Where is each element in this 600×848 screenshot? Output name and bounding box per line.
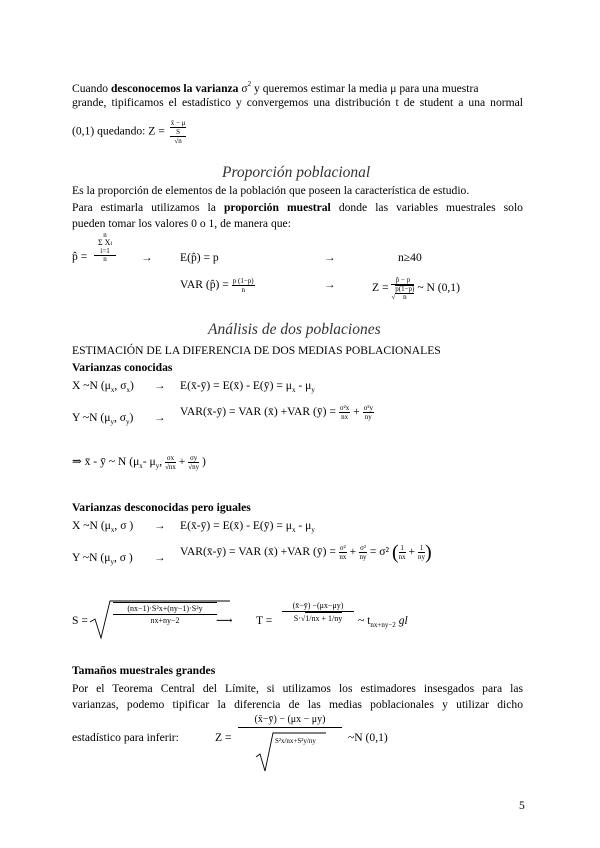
- t: ): [129, 379, 134, 392]
- den: ny: [364, 413, 372, 421]
- iguales-title: Varianzas desconocidas pero iguales: [72, 501, 251, 514]
- num: 1: [419, 544, 424, 552]
- proporcion-line-2: [72, 200, 523, 216]
- paren-open: (: [391, 541, 399, 564]
- t-lhs: T =: [256, 614, 273, 627]
- z-proportion: [372, 276, 460, 301]
- z-dist: ~ N (0,1): [417, 281, 460, 295]
- grandes-title: Tamaños muestrales grandes: [72, 664, 216, 677]
- var-num: p (1−p): [232, 277, 254, 285]
- sub: y: [126, 418, 130, 426]
- imp-frac-1: [165, 454, 176, 471]
- eq-sigma: = σ²: [369, 545, 390, 559]
- num: σ²x: [339, 404, 350, 412]
- t: - μ: [295, 519, 312, 532]
- sub: x: [292, 386, 296, 394]
- frac-num: x̄ − μ: [170, 119, 186, 127]
- grandes-sqrt-sign: [256, 729, 276, 773]
- sub: x: [139, 462, 143, 471]
- frac-2: [359, 544, 367, 561]
- arrow-3: →: [324, 278, 336, 291]
- den: √nx: [165, 463, 176, 471]
- conocidas-e: [180, 378, 315, 398]
- conocidas-title: Varianzas conocidas: [72, 361, 173, 374]
- z-den-root: [395, 285, 414, 301]
- t-dist: [358, 613, 408, 633]
- s-num: (nx−1)·S²x+(ny−1)·S²y: [113, 603, 217, 615]
- t-den-root: 1/nx + 1/ny: [305, 614, 343, 623]
- grandes-z-dist: ~N (0,1): [348, 731, 388, 744]
- intro-text: y queremos estimar la media μ para una muestra: [251, 82, 479, 95]
- z-den-num: p(1−p): [395, 285, 415, 293]
- sub: x: [110, 526, 115, 534]
- iguales-x: [72, 518, 133, 538]
- sub: y: [110, 418, 114, 426]
- var-fraction: [232, 277, 255, 294]
- arrow-2: →: [324, 251, 336, 264]
- t: , σ: [113, 411, 127, 424]
- frac-den-s: S: [170, 128, 187, 137]
- grandes-line-1: [72, 681, 523, 697]
- frac-3: [399, 544, 406, 561]
- sub: x: [292, 526, 296, 534]
- t: X ~N (μ: [72, 379, 111, 392]
- sum-den: n: [103, 255, 107, 263]
- sub: y: [311, 526, 315, 534]
- dos-poblaciones-subheading: ESTIMACIÓN DE LA DIFERENCIA DE DOS MEDIAS POBLACIONALES: [72, 344, 441, 357]
- s-sqrt-sign: [90, 600, 112, 640]
- z-fraction: [170, 119, 187, 145]
- conocidas-y: [72, 410, 133, 430]
- text: donde las variables muestrales solo: [330, 201, 523, 214]
- text: varianzas, podemo tipificar la diferencia de las medias poblacionales y utilizar dicho: [72, 698, 523, 711]
- t: ): [202, 455, 206, 469]
- z-den-n: n: [403, 293, 407, 301]
- iguales-y: [72, 550, 133, 570]
- sub: y: [110, 558, 114, 566]
- sigma: σ: [238, 82, 248, 95]
- text: Por el Teorema Central del Límite, si utilizamos los estimadores insesgados para las: [72, 682, 523, 695]
- t: , σ ): [114, 519, 134, 532]
- z-den-frac: [395, 286, 414, 301]
- n-condition: n≥40: [398, 251, 422, 264]
- var-text: VAR(x̄-ȳ) = VAR (x̄) +VAR (ȳ) =: [180, 545, 336, 559]
- conocidas-implies: ⇒ x̄ - ȳ ~ N ($\mu_x-$ $\mu_y$, $\frac{\sigma x}{√nx}$ + $\frac{\sigma y}{√ny}$ ): [72, 454, 206, 471]
- t: E(x̄-ȳ) = E(x̄) - E(ȳ) = μ: [180, 379, 293, 392]
- sup: 2: [247, 80, 252, 88]
- intro-text: grande, tipificamos el estadístico y convergemos una distribución t de student a una normal: [72, 96, 523, 109]
- iguales-e: [180, 518, 315, 538]
- dos-poblaciones-heading: Análisis de dos poblaciones: [208, 321, 381, 338]
- grandes-line-3: estadístico para inferir:: [72, 731, 179, 744]
- den: ny: [359, 553, 367, 561]
- t-num: (x̄−ȳ) −(μx−μy): [282, 600, 354, 612]
- proporcion-heading: Proporción poblacional: [222, 164, 371, 181]
- t: - μ: [295, 379, 312, 392]
- sum-top: n: [103, 231, 107, 239]
- z-den-2: S²y/ny: [297, 737, 316, 745]
- num: σ²: [339, 544, 346, 552]
- proporcion-line-1: Es la proporción de elementos de la población que poseen la característica de estudio.: [72, 184, 470, 197]
- var-frac-2: [363, 404, 374, 421]
- p-hat-lhs: p̂ =: [72, 250, 88, 263]
- s-lhs: S =: [72, 614, 88, 627]
- t: Y ~N (μ: [72, 551, 111, 564]
- t: , σ: [114, 379, 127, 392]
- t: ): [129, 411, 134, 424]
- sub: x: [126, 386, 130, 394]
- intro-line-1: [72, 76, 479, 97]
- arrow-7: →: [154, 551, 166, 564]
- intro-bold: desconocemos la varianza: [110, 82, 239, 95]
- den: nx: [339, 553, 347, 561]
- page-number: 5: [519, 799, 525, 812]
- intro-text: (0,1) quedando: Z =: [72, 124, 165, 138]
- var-frac-1: [339, 404, 350, 421]
- frac-1: [339, 544, 347, 561]
- den: √ny: [188, 463, 200, 471]
- bold: proporción muestral: [223, 201, 331, 214]
- sum-sub: i: [110, 241, 113, 247]
- conocidas-x: [72, 378, 134, 398]
- var-text: VAR(x̄-ȳ) = VAR (x̄) +VAR (ȳ) =: [180, 405, 336, 419]
- frac-den: [170, 128, 187, 145]
- t: E(x̄-ȳ) = E(x̄) - E(ȳ) = μ: [180, 519, 293, 532]
- t-den-s: S·: [293, 614, 301, 623]
- t: Y ~N (μ: [72, 411, 111, 424]
- t-gl: gl: [398, 614, 408, 627]
- grandes-line-2: [72, 697, 523, 713]
- sub: y: [155, 462, 160, 471]
- frac-4: [418, 544, 425, 561]
- den: ny: [417, 553, 425, 561]
- num: σx: [166, 454, 175, 462]
- t: X ~N (μ: [72, 519, 111, 532]
- num: σ²y: [363, 404, 373, 412]
- den: nx: [398, 553, 406, 561]
- sum-sym: Σ X: [97, 238, 111, 247]
- sum-bottom: i=1: [94, 248, 116, 256]
- arrow-5: →: [154, 411, 166, 424]
- var-den: n: [241, 286, 245, 294]
- t: ⇒ x̄ - ȳ ~ N (μ: [72, 455, 140, 469]
- s-arrow: ⟶: [216, 614, 233, 627]
- conocidas-var: VAR(x̄-ȳ) = VAR (x̄) +VAR (ȳ) = $\frac{\text{σ²x}}{nx}$ + $\frac{\text{σ²y}}{ny}$: [180, 404, 373, 421]
- arrow-4: →: [154, 379, 166, 392]
- text: Para estimarla utilizamos la: [72, 201, 224, 214]
- grandes-z-fraction: [238, 713, 342, 728]
- num: 1: [400, 544, 404, 552]
- den: nx: [341, 413, 349, 421]
- paren-close: ): [424, 541, 432, 564]
- sub: y: [311, 386, 315, 394]
- z-fraction: [391, 276, 414, 301]
- t-den: S·√1/nx + 1/ny: [293, 614, 343, 623]
- z-num: p̂ − p: [391, 276, 414, 285]
- num: σ²: [360, 544, 366, 552]
- var-lhs: VAR (p̂) =: [180, 278, 229, 292]
- grandes-z-lhs: Z =: [215, 731, 232, 744]
- proporcion-line-3: pueden tomar los valores 0 o 1, de manera que:: [72, 217, 291, 230]
- intro-line-2: [72, 95, 523, 111]
- proporcion-line-2-text: [72, 200, 523, 216]
- grandes-z-den: S²x/nx+S²y/ny: [275, 737, 316, 745]
- var-p-row: [180, 277, 255, 294]
- expectation-p: E(p̂) = p: [180, 251, 219, 264]
- arrow-6: →: [154, 519, 166, 532]
- arrow-1: →: [141, 251, 153, 264]
- z-lhs: Z =: [372, 281, 389, 295]
- intro-text: Cuando: [72, 82, 111, 95]
- s-fraction: [113, 602, 217, 626]
- z-num: (x̄−ȳ) − (μx − μy): [238, 713, 342, 728]
- imp-frac-2: [188, 454, 199, 471]
- frac-den-n: √n: [174, 137, 182, 145]
- num: σy: [190, 454, 198, 462]
- t-fraction: [282, 600, 354, 624]
- intro-line-3: [72, 119, 186, 145]
- sum-fraction: [94, 232, 116, 263]
- z-den-1: S²x/nx: [275, 737, 294, 745]
- iguales-var: VAR(x̄-ȳ) = VAR (x̄) +VAR (ȳ) = $\frac{\text{σ²}}{nx}$ + $\frac{\text{σ²}}{ny}$ = σ² ( $\frac{1}{nx}$ + $\frac{1}{ny}$ ): [180, 541, 432, 564]
- s-den: nx+ny−2: [150, 616, 180, 625]
- t: - μ: [142, 455, 156, 469]
- t-dist-text: ~ t: [358, 614, 371, 627]
- t: , σ ): [113, 551, 133, 564]
- sub: x: [110, 386, 115, 394]
- t-dist-sub: nx+ny−2: [370, 621, 396, 629]
- z-den: √ $\frac{p(1-p)}{n}$: [391, 285, 415, 301]
